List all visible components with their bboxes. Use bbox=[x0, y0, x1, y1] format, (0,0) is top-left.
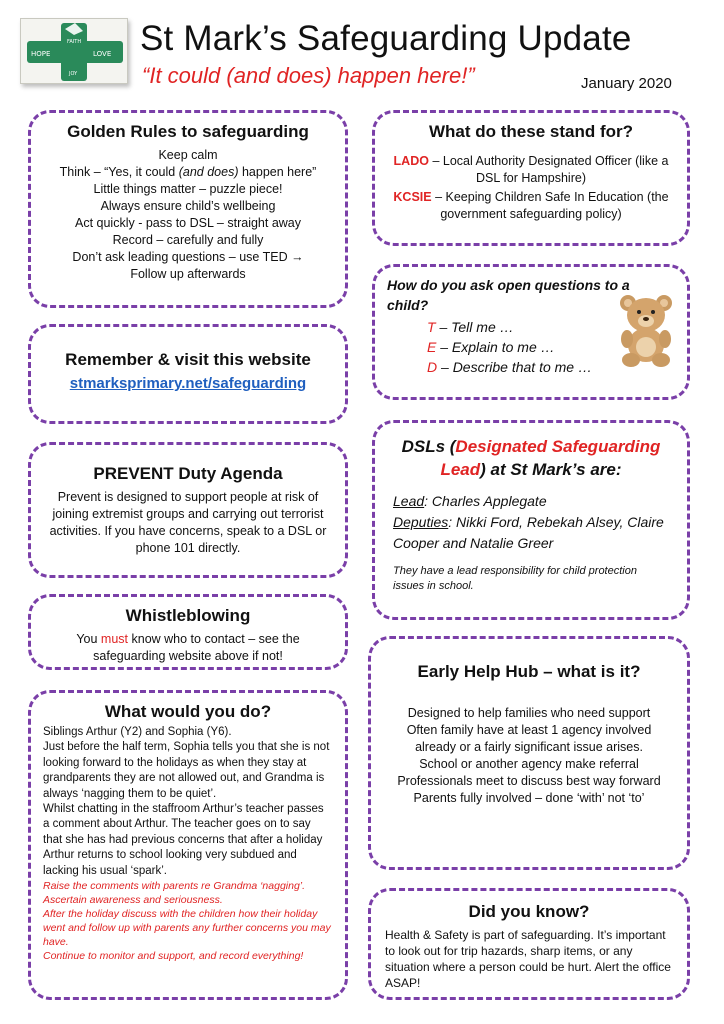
ted-describe: D – Describe that to me … bbox=[427, 359, 592, 375]
issue-date: January 2020 bbox=[581, 75, 672, 92]
whistleblowing-text: You must know who to contact – see the safeguarding website above if not! bbox=[76, 632, 300, 663]
scenario-action: Continue to monitor and support, and record everything! bbox=[43, 950, 304, 963]
prevent-text: Prevent is designed to support people at risk of joining extremist groups and carrying out terrorist activities. If you have concerns, speak to a DSL or phone 101 directly. bbox=[49, 490, 327, 555]
golden-rule: Little things matter – puzzle piece! bbox=[93, 182, 283, 196]
dsls-heading: DSLs (Designated Safeguarding Lead) at St Mark’s are: bbox=[401, 437, 661, 479]
ted-tell: T – Tell me … bbox=[427, 319, 514, 335]
golden-rule: Always ensure child’s wellbeing bbox=[100, 199, 276, 213]
golden-rule: Think – “Yes, it could (and does) happen here” bbox=[59, 165, 317, 179]
early-help-line: Designed to help families who need support bbox=[407, 706, 651, 720]
dsl-lead: Lead: Charles Applegate bbox=[393, 493, 547, 509]
open-questions-heading: How do you ask open questions to a child? bbox=[387, 277, 630, 313]
acronyms-box bbox=[372, 110, 690, 246]
logo-text-left: HOPE bbox=[31, 50, 51, 58]
scenario-action: Raise the comments with parents re Grandma ‘nagging’. Ascertain awareness and seriousness. bbox=[43, 880, 306, 907]
whistleblowing-heading: Whistleblowing bbox=[125, 606, 251, 625]
open-questions-box bbox=[372, 264, 690, 400]
dsl-deputies: Deputies: Nikki Ford, Rebekah Alsey, Claire Cooper and Natalie Greer bbox=[393, 514, 664, 551]
website-heading: Remember & visit this website bbox=[65, 350, 311, 369]
logo-text-right: LOVE bbox=[93, 50, 112, 58]
scenario-paragraph: Just before the half term, Sophia tells you that she is not looking forward to the holidays as when they stay at grandparents they are not allowed out, and Grandma is always ‘nagging them to be quiet’. bbox=[43, 741, 330, 800]
lado-definition: LADO – Local Authority Designated Officer (like a DSL for Hampshire) bbox=[393, 154, 669, 185]
logo-text-top: FAITH bbox=[67, 39, 82, 45]
logo-text-bottom: JOY bbox=[69, 71, 78, 77]
prevent-box bbox=[28, 442, 348, 578]
early-help-line: Professionals meet to discuss best way forward bbox=[397, 774, 661, 788]
ted-explain: E – Explain to me … bbox=[427, 339, 555, 355]
scenario-action: After the holiday discuss with the children how their holiday went and follow up with parents any further concerns you may have. bbox=[43, 908, 331, 949]
did-you-know-heading: Did you know? bbox=[468, 902, 590, 921]
golden-rule: Act quickly - pass to DSL – straight away bbox=[74, 216, 302, 230]
cross-logo-icon bbox=[21, 19, 129, 85]
prevent-heading: PREVENT Duty Agenda bbox=[93, 464, 283, 483]
scenario-paragraph: Siblings Arthur (Y2) and Sophia (Y6). bbox=[43, 726, 232, 738]
dsls-box bbox=[372, 420, 690, 620]
safeguarding-website-link[interactable]: stmarksprimary.net/safeguarding bbox=[69, 375, 307, 392]
what-would-you-do-heading: What would you do? bbox=[104, 702, 272, 721]
website-box bbox=[28, 324, 348, 424]
golden-rules-box bbox=[28, 110, 348, 308]
dsls-note: They have a lead responsibility for child protection issues in school. bbox=[393, 565, 637, 592]
early-help-heading: Early Help Hub – what is it? bbox=[417, 662, 641, 681]
did-you-know-box bbox=[368, 888, 690, 1000]
teddy-bear-icon bbox=[615, 293, 677, 367]
early-help-line: School or another agency make referral bbox=[419, 757, 639, 771]
kcsie-definition: KCSIE – Keeping Children Safe In Education (the government safeguarding policy) bbox=[393, 190, 669, 221]
early-help-box bbox=[368, 636, 690, 870]
whistleblowing-box bbox=[28, 594, 348, 670]
golden-rule: Don’t ask leading questions – use TED → bbox=[72, 250, 304, 264]
golden-rule: Keep calm bbox=[158, 148, 218, 162]
did-you-know-text: Health & Safety is part of safeguarding. It’s important to look out for trip hazards, sharp items, or any situation where a person could be hurt. Alert the office ASAP! bbox=[385, 928, 671, 990]
tagline: “It could (and does) happen here!” bbox=[142, 63, 475, 88]
acronyms-heading: What do these stand for? bbox=[429, 122, 633, 141]
early-help-line: Often family have at least 1 agency involved already or a fairly significant issue arises. bbox=[406, 723, 652, 754]
early-help-line: Parents fully involved – done ‘with’ not ‘to’ bbox=[413, 791, 645, 805]
what-would-you-do-box bbox=[28, 690, 348, 1000]
school-logo bbox=[20, 18, 128, 84]
scenario-paragraph: Whilst chatting in the staffroom Arthur’s teacher passes a comment about Arthur. The teacher goes on to say that she has had previous concerns that after a holiday Arthur returns to school looking very subdued and lacking his usual ‘spark’. bbox=[43, 803, 324, 877]
golden-rule: Follow up afterwards bbox=[130, 267, 246, 281]
golden-rule: Record – carefully and fully bbox=[112, 233, 264, 247]
page-title: St Mark’s Safeguarding Update bbox=[140, 19, 632, 58]
golden-rules-heading: Golden Rules to safeguarding bbox=[67, 122, 309, 141]
